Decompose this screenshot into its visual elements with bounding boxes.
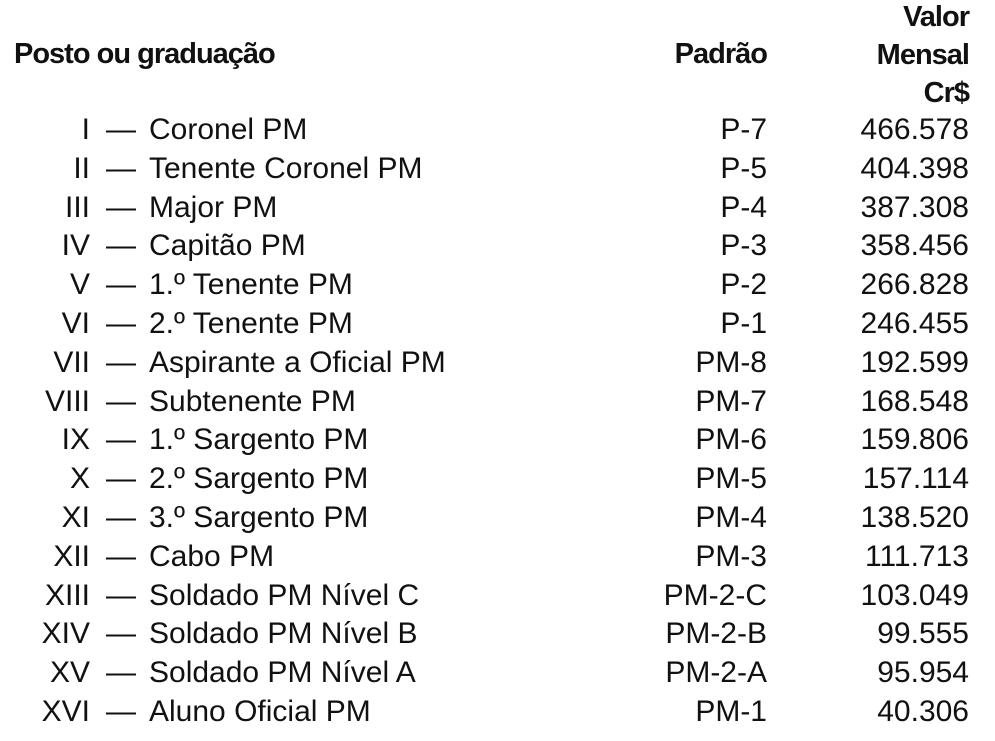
padrao-code: P-3 — [720, 229, 767, 263]
row-dash: — — [106, 656, 136, 690]
header-valor — [877, 0, 969, 112]
monthly-value: 103.049 — [860, 578, 969, 612]
roman-numeral: I — [81, 113, 90, 146]
padrao-code: P-1 — [720, 307, 767, 340]
rank-name: 3.º Sargento PM — [149, 501, 369, 534]
row-dash: — — [106, 384, 136, 418]
padrao-code: PM-2-A — [665, 656, 767, 690]
table-row — [0, 382, 995, 421]
roman-numeral: VIII — [44, 384, 90, 418]
monthly-value: 266.828 — [860, 268, 969, 302]
rank-name: Capitão PM — [149, 229, 306, 263]
roman-numeral: XVI — [41, 695, 90, 728]
roman-numeral: XI — [61, 501, 90, 534]
padrao-code: PM-1 — [695, 695, 767, 728]
rank-name: Soldado PM Nível B — [149, 617, 418, 651]
table-row — [0, 226, 995, 265]
padrao-code: PM-2-C — [663, 578, 767, 612]
rank-name: 2.º Sargento PM — [149, 462, 369, 496]
monthly-value: 466.578 — [860, 113, 969, 146]
roman-numeral: II — [73, 151, 90, 185]
monthly-value: 157.114 — [862, 462, 969, 496]
table-row — [0, 265, 995, 304]
table-row — [0, 420, 995, 459]
header-posto: Posto ou graduação — [14, 38, 275, 70]
header-valor-line3: Cr$ — [923, 77, 969, 109]
row-dash: — — [106, 345, 136, 379]
table-row — [0, 110, 995, 149]
table-row — [0, 614, 995, 653]
roman-numeral: X — [69, 462, 90, 496]
table-row — [0, 692, 995, 731]
rank-name: Subtenente PM — [149, 384, 356, 418]
padrao-code: PM-4 — [695, 501, 767, 534]
padrao-code: PM-2-B — [665, 617, 767, 651]
row-dash: — — [106, 307, 136, 340]
padrao-code: PM-6 — [695, 423, 767, 457]
table-row — [0, 459, 995, 498]
row-dash: — — [106, 539, 136, 573]
rank-name: Coronel PM — [149, 113, 308, 146]
table-row — [0, 304, 995, 343]
roman-numeral: V — [69, 268, 90, 302]
rank-name: 1.º Tenente PM — [149, 268, 353, 302]
table-row — [0, 576, 995, 615]
table-row — [0, 498, 995, 537]
padrao-code: PM-3 — [695, 539, 767, 573]
row-dash: — — [106, 617, 136, 651]
row-dash: — — [106, 190, 136, 224]
monthly-value: 95.954 — [877, 656, 969, 690]
rank-name: Soldado PM Nível A — [149, 656, 416, 690]
monthly-value: 192.599 — [860, 345, 969, 379]
padrao-code: P-4 — [720, 190, 767, 224]
monthly-value: 404.398 — [860, 151, 969, 185]
row-dash: — — [106, 501, 136, 534]
row-dash: — — [106, 113, 136, 146]
rank-name: Soldado PM Nível C — [149, 578, 420, 612]
padrao-code: PM-8 — [695, 345, 767, 379]
header-valor-line1: Valor — [903, 1, 969, 33]
rank-name: 1.º Sargento PM — [149, 423, 369, 457]
roman-numeral: IV — [61, 229, 90, 263]
rank-name: Major PM — [149, 190, 278, 224]
row-dash: — — [106, 151, 136, 185]
table-row — [0, 653, 995, 692]
rank-name: Aluno Oficial PM — [149, 695, 371, 728]
rank-name: Aspirante a Oficial PM — [149, 345, 446, 379]
row-dash: — — [106, 423, 136, 457]
table-row — [0, 188, 995, 227]
monthly-value: 111.713 — [865, 539, 969, 573]
rank-name: 2.º Tenente PM — [149, 307, 353, 340]
row-dash: — — [106, 462, 136, 496]
header-padrao: Padrão — [674, 38, 767, 70]
padrao-code: P-7 — [720, 113, 767, 146]
monthly-value: 159.806 — [860, 423, 969, 457]
rank-name: Tenente Coronel PM — [149, 151, 423, 185]
roman-numeral: VII — [53, 345, 90, 379]
roman-numeral: XV — [49, 656, 90, 690]
monthly-value: 168.548 — [860, 384, 969, 418]
table-row — [0, 149, 995, 188]
table-row — [0, 343, 995, 382]
padrao-code: P-2 — [720, 268, 767, 302]
row-dash: — — [106, 695, 136, 728]
roman-numeral: IX — [61, 423, 90, 457]
monthly-value: 40.306 — [877, 695, 969, 728]
padrao-code: PM-7 — [695, 384, 767, 418]
roman-numeral: III — [64, 190, 90, 224]
monthly-value: 246.455 — [860, 307, 969, 340]
padrao-code: P-5 — [720, 151, 767, 185]
padrao-code: PM-5 — [695, 462, 767, 496]
rank-name: Cabo PM — [149, 539, 275, 573]
row-dash: — — [106, 229, 136, 263]
monthly-value: 99.555 — [877, 617, 969, 651]
monthly-value: 387.308 — [860, 190, 969, 224]
roman-numeral: XIII — [44, 578, 90, 612]
header-valor-line2: Mensal — [876, 39, 969, 71]
row-dash: — — [106, 578, 136, 612]
row-dash: — — [106, 268, 136, 302]
table-row — [0, 537, 995, 576]
roman-numeral: XIV — [41, 617, 90, 651]
roman-numeral: XII — [53, 539, 90, 573]
monthly-value: 138.520 — [860, 501, 969, 534]
roman-numeral: VI — [61, 307, 90, 340]
monthly-value: 358.456 — [860, 229, 969, 263]
